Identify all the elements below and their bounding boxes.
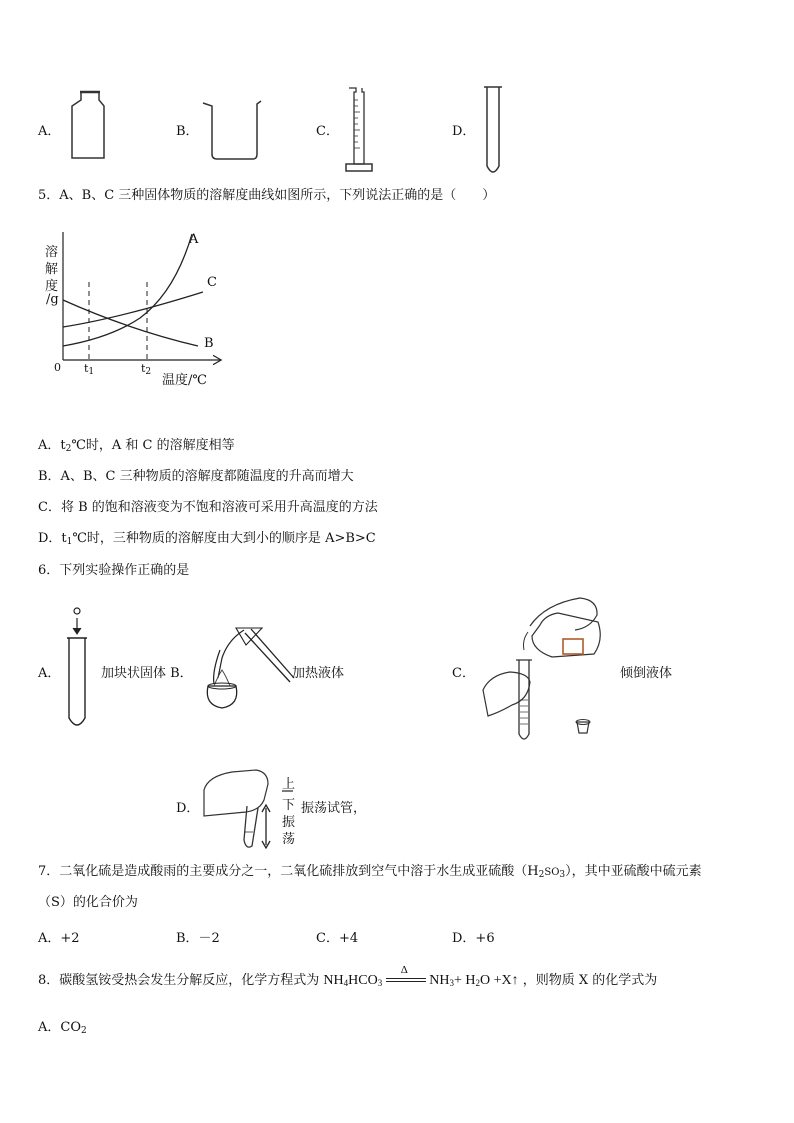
q6-option-a-text: 加块状固体 B． — [101, 666, 193, 681]
x-axis-label: 温度/℃ — [162, 373, 207, 388]
origin-label: 0 — [54, 361, 61, 374]
q7-stem-line1: 7．二氧化硫是造成酸雨的主要成分之一，二氧化硫排放到空气中溶于水生成亚硫酸$(H_2SO_3)$，其中亚硫酸中硫元素 — [38, 864, 702, 880]
curve-a — [63, 234, 192, 346]
q5-option-d: D．$t_1℃$时，三种物质的溶解度由大到小的顺序是 A>B>C — [38, 531, 376, 547]
t1-label: $t_1$ — [84, 362, 95, 377]
q6-stem: 6．下列实验操作正确的是 — [38, 563, 190, 578]
q8-stem: 8．碳酸氢铵受热会发生分解反应，化学方程式为 $NH_4HCO_3$ Δ $NH_3+ H_2O$ +X↑ ，则物质 X 的化学式为 — [38, 973, 657, 991]
q6-option-b-text: 加热液体 — [292, 666, 345, 681]
curve-c — [63, 292, 203, 327]
curve-b-label: B — [204, 336, 214, 351]
q5-stem: 5．A、B、C 三种固体物质的溶解度曲线如图所示，下列说法正确的是（ ） — [38, 188, 496, 203]
q6-option-d-shake2: 荡 — [282, 832, 296, 847]
q6-option-d-up: 上 — [282, 777, 296, 792]
q6-option-d-text: 振荡试管， — [301, 801, 367, 816]
q6-option-a-label: A． — [38, 666, 61, 681]
heat-arrow: Δ — [386, 975, 426, 987]
y-axis-label-2: 解 — [45, 262, 59, 277]
q5-option-a: A．$t_2℃$时，A 和 C 的溶解度相等 — [38, 438, 235, 454]
y-axis-label-1: 溶 — [45, 245, 59, 260]
q7-option-d: D．+6 — [452, 931, 495, 946]
curve-a-label: A — [189, 232, 199, 247]
q4-option-c-label: C． — [316, 124, 339, 139]
q5-option-b: B．A、B、C 三种物质的溶解度都随温度的升高而增大 — [38, 469, 354, 484]
y-axis-label-3: 度 — [45, 279, 59, 294]
q8-option-a: A．$CO_2$ — [38, 1020, 87, 1036]
q6-option-d-down: 下 — [282, 798, 296, 813]
q6-option-d-label: D． — [176, 801, 200, 816]
q7-option-a: A．+2 — [38, 931, 80, 946]
q6-option-c-label: C． — [452, 666, 475, 681]
q5-option-c: C．将 B 的饱和溶液变为不饱和溶液可采用升高温度的方法 — [38, 500, 378, 515]
q6-option-d-shake1: 振 — [282, 815, 296, 830]
curve-b — [63, 300, 198, 346]
y-axis-label-4: /g — [46, 292, 59, 307]
chemical-equation: $NH_4HCO_3$ Δ $NH_3+ H_2O$ +X↑ — [323, 963, 519, 988]
curve-c-label: C — [207, 275, 217, 290]
q6-option-c-text: 倾倒液体 — [620, 666, 673, 681]
q7-stem-line2: （S）的化合价为 — [38, 895, 138, 910]
q4-option-a-label: A． — [38, 124, 61, 139]
q4-option-d-label: D． — [452, 124, 476, 139]
q7-option-b: B．－2 — [176, 931, 220, 946]
q4-option-b-label: B． — [176, 124, 199, 139]
t2-label: $t_2$ — [141, 362, 152, 377]
q7-option-c: C．+4 — [316, 931, 359, 946]
